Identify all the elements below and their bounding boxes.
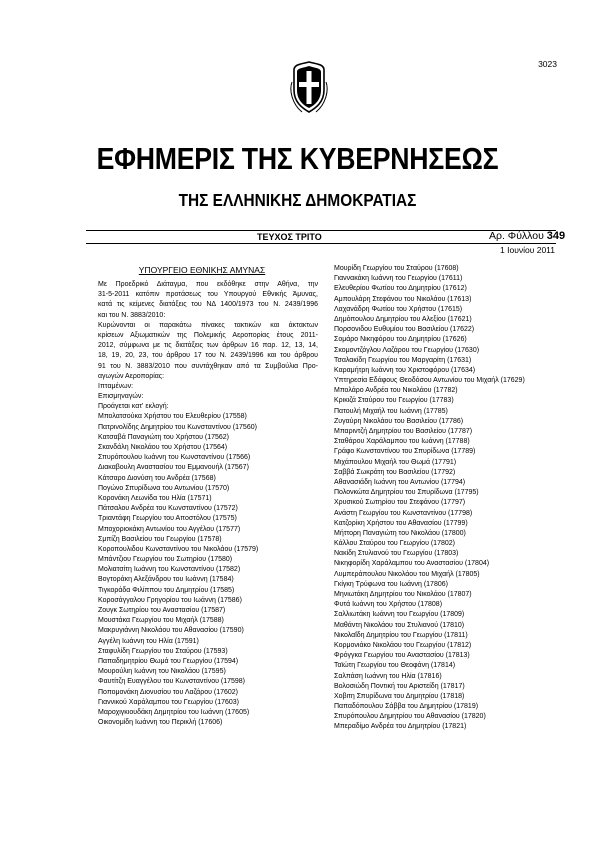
officer-entry: Κάτσαρο Διονύση του Ανδρέα (17568) — [98, 474, 216, 482]
officer-entry: Μπολάρο Ανδρέα του Νικολάου (17782) — [334, 387, 458, 395]
issue-date: 1 Ιουνίου 2011 — [500, 245, 555, 255]
officer-entry: Μπάντζιου Γεωργίου του Σωτηρίου (17580) — [98, 556, 233, 564]
page-number: 3023 — [538, 59, 557, 69]
paragraph-line: κατά τις κείμενες διατάξεις του ΝΔ 1400/1973 του Ν. 2439/1996 — [98, 301, 318, 309]
officer-entry: Κορμονιάκο Νικολάου του Γεωργίου (17812) — [334, 641, 472, 649]
paragraph-line: κρίσεων Αξιωματικών της Πολεμικής Αεροπορίας έτους 2011- — [98, 331, 318, 339]
officer-entry: Μακρυγιάννη Νικολάου του Αθανασίου (17590) — [98, 627, 244, 635]
digital-signature-stamp — [424, 33, 482, 74]
officer-entry: Τιγκοράδα Φιλίππου του Δημητρίου (17585) — [98, 586, 235, 594]
paragraph-line: 18, 19, 20, 23, του άρθρου 17 του Ν. 2439/1996 και του άρθρου — [98, 352, 318, 360]
gazette-subtitle: ΤΗΣ ΕΛΛΗΝΙΚΗΣ ΔΗΜΟΚΡΑΤΙΑΣ — [178, 190, 417, 210]
officer-entry: Πατουλή Μιχαήλ του Ιωάννη (17785) — [334, 407, 448, 415]
officer-entry: Ταϊώτη Γεωργίου του Θεοφάνη (17814) — [334, 662, 456, 670]
officer-entry: Σμπίζη Βασιλείου του Γεωργίου (17578) — [98, 535, 222, 543]
officer-entry: Δημόπουλου Δημητρίου του Αλεξίου (17621) — [334, 315, 472, 323]
sheet-number-label — [489, 230, 565, 242]
officer-entry: Σομάρο Νικηφόρου του Δημητρίου (17626) — [334, 336, 467, 344]
paragraph-line: 91 του Ν. 3883/2010 που συντάχθηκαν από τα Συμβούλια Προ- — [98, 362, 318, 370]
officer-entry: Βογτοράκη Αλεξάνδρου του Ιωάννη (17584) — [98, 576, 234, 584]
header-rule-top — [86, 230, 556, 231]
officer-entry: Κορονάκη Λεωνίδα του Ηλία (17571) — [98, 494, 212, 502]
right-column — [334, 264, 556, 733]
officer-entry: Ελευθερίου Φωτίου του Δημητρίου (17612) — [334, 285, 467, 293]
officer-entry: Μπολατσούκα Χρήστου του Ελευθερίου (17558) — [98, 413, 247, 421]
officer-entry: Χρυσικού Σωτηρίου του Στεφάνου (17797) — [334, 499, 466, 507]
officer-entry: Γράφο Κωνσταντίνου του Σπυρίδωνα (17789) — [334, 448, 476, 456]
officer-entry: Κοροπουλιδου Κωνσταντίνου του Νικολάου (17579) — [98, 545, 259, 553]
sheet-label: Αρ. Φύλλου — [489, 230, 544, 242]
officer-entry: Πορσονιδου Ευθυμίου του Βασιλείου (17622) — [334, 326, 475, 334]
left-column — [86, 264, 318, 728]
officer-entry: Ζυγαύρη Νικολάου του Βασιλείου (17786) — [334, 417, 464, 425]
officer-entry: Κατζορίκη Χρήστου του Αθανασίου (17799) — [334, 519, 468, 527]
coat-of-arms-emblem — [290, 60, 328, 116]
paragraph-line: αγωγών Αεροπορίας: — [98, 372, 165, 380]
officer-entry: Ανάστη Γεωργίου του Κωνσταντίνου (17798) — [334, 509, 473, 517]
paragraph-line: 2012, σύμφωνα με τις διατάξεις των άρθρων 16 παρ. 12, 13, 14, — [98, 342, 318, 350]
officer-entry: Μπαριντζή Δημητρίου του Βασιλείου (17787) — [334, 428, 473, 435]
officer-entry: Μπεραδίμο Ανδρέα του Δημητρίου (17821) — [334, 723, 467, 731]
category-label: Ιπταμένων: — [98, 382, 134, 390]
officer-entry: Φρόγγκα Γεωργίου του Αναστασίου (17813) — [334, 652, 470, 660]
officer-entry: Παπαδόπουλου Σάββα του Δημητρίου (17819) — [334, 703, 479, 711]
officer-entry: Αγγέλη Ιωάννη του Ηλία (17591) — [98, 637, 199, 645]
officer-entry: Κάλλου Σταύρου του Γεωργίου (17802) — [334, 540, 455, 548]
paragraph-line: και του Ν. 3883/2010: — [98, 311, 166, 319]
officer-entry: Σταθάρου Χαράλαμπου του Ιωάννη (17788) — [334, 438, 470, 446]
officer-entry: Τριαντάφη Γεωργίου του Αποστόλου (17575) — [98, 515, 237, 523]
officer-entry: Καραμήτρη Ιωάννη του Χριστοφόρου (17634) — [334, 366, 476, 374]
officer-entry: Σκομοντζόγλου Λαζάρου του Γεωργίου (17630) — [334, 346, 480, 354]
gazette-title: ΕΦΗΜΕΡΙΣ ΤΗΣ ΚΥΒΕΡΝΗΣΕΩΣ — [96, 141, 499, 176]
officer-entry: Γιαννικού Χαράλαμπου του Γεωργίου (17603) — [98, 698, 240, 706]
officer-entry: Κρικιζά Σταύρου του Γεωργίου (17783) — [334, 397, 454, 405]
officer-entry: Αμπουλάρη Στεφάνου του Νικολάου (17613) — [334, 295, 472, 303]
officer-entry: Σκανδάλη Νικολάου του Χρήστου (17564) — [98, 444, 228, 451]
officer-entry: Χοβιτη Σπυρίδωνα του Δημητρίου (17818) — [334, 692, 465, 700]
ministry-heading: ΥΠΟΥΡΓΕΙΟ ΕΘΝΙΚΗΣ ΑΜΥΝΑΣ — [138, 265, 266, 275]
officer-entry: Γιαννακάκη Ιωάννη του Γεωργίου (17611) — [334, 275, 463, 283]
officer-entry: Λυμπεράπουλου Νικολάου του Μιχαήλ (17805) — [334, 570, 480, 578]
decree-paragraph-1 — [86, 280, 318, 321]
officer-entry: Μηνιωτάκη Δημητρίου του Νικολάου (17807) — [334, 591, 472, 598]
issue-label: ΤΕΥΧΟΣ ΤΡΙΤΟ — [257, 232, 322, 242]
officer-entry: Μουστάκα Γεωργίου του Μιχαήλ (17588) — [98, 617, 224, 625]
officer-entry: Διακαβουλη Αναστασίου του Εμμανουήλ (17567) — [98, 464, 249, 472]
officer-entry: Μαθάντη Νικολάου του Στυλιανού (17810) — [334, 621, 465, 629]
officer-entry: Αθανασιάδη Ιωάννη του Αντωνίου (17794) — [334, 478, 466, 486]
officer-entry: Τσαλακίδη Γεωργίου του Μαργαρίτη (17631) — [334, 356, 472, 364]
officer-entry: Κοροσάγγαλου Γρηγορίου του Ιωάννη (17586) — [98, 596, 242, 604]
officer-entry: Μήττορη Παναγιώτη του Νικολάου (17800) — [334, 529, 466, 537]
left-names-list — [86, 412, 318, 728]
officer-entry: Σαλπάση Ιωάννη του Ηλία (17816) — [334, 672, 442, 680]
category-label: Επισμηναγών: — [98, 393, 144, 401]
stamp-line — [424, 70, 482, 74]
officer-entry: Σπυρόπουλου Ιωάννη του Κωνσταντίνου (17566) — [98, 454, 251, 462]
officer-entry: Μουρίδη Γεωργίου του Σταύρου (17608) — [334, 265, 459, 272]
officer-entry: Σταφυλίδη Γεωργίου του Σταύρου (17593) — [98, 647, 228, 655]
category-label: Προάγεται κατ' εκλογή: — [98, 403, 169, 411]
officer-entry: Σαλλιωτάκη Ιωάννη του Γεωργίου (17809) — [334, 611, 465, 619]
paragraph-line: 31-5-2011 κατόπιν προτάσεως του Υπουργού Εθνικής Άμυνας, — [98, 291, 318, 299]
right-names-list — [334, 264, 556, 733]
officer-entry: Βολοσιώδη Ποντική του Αριστείδη (17817) — [334, 682, 465, 690]
officer-entry: Πολονκώτα Δημητρίου του Σπυρίδωνα (17795) — [334, 489, 479, 497]
officer-entry: Μιχάπουλου Μιχαήλ του Θωμά (17791) — [334, 458, 457, 466]
officer-entry: Πάτσαλου Ανδρέα του Κωνσταντίνου (17572) — [98, 505, 238, 513]
decree-paragraph-2 — [86, 321, 318, 382]
officer-entry: Νικολαΐδη Δημητρίου του Γεωργίου (17811) — [334, 631, 468, 639]
sheet-number: 349 — [546, 230, 566, 242]
officer-entry: Ζουγκ Σωτηρίου του Αναστασίου (17587) — [98, 607, 226, 614]
officer-entry: Γκίγκη Τρύφωνα του Ιωάννη (17806) — [334, 580, 448, 588]
officer-entry: Παπαδημητρίου Θωμά του Γεωργίου (17594) — [98, 657, 239, 665]
officer-entry: Μαροχιγκιουδάκη Δημητρίου του Ιωάννη (17605) — [98, 708, 250, 716]
officer-entry: Πατρινολίδης Δημητρίου του Κωνσταντίνου (17560) — [98, 423, 257, 431]
officer-entry: Ποπομονάκη Διονυσίου του Λαζάρου (17602) — [98, 688, 238, 696]
officer-entry: Πογώνο Σπυρίδωνα του Αντωνίου (17570) — [98, 484, 230, 492]
officer-entry: Κατσαβά Παναγιώτη του Χρήστου (17562) — [98, 433, 230, 441]
paragraph-line: Με Προεδρικό Διάταγμα, που εκδόθηκε στην Αθήνα, την — [98, 281, 318, 288]
officer-entry: Νικηφορίδη Χαράλαμπου του Αναστασίου (17804) — [334, 560, 490, 568]
category-labels — [86, 382, 318, 413]
officer-entry: Υπτηρεσία Εδάφους Θεοδόσου Αντωνίου του Μιχαήλ (17629) — [334, 377, 525, 385]
officer-entry: Σπυρόπουλου Δημητρίου του Αθανασίου (17820) — [334, 713, 486, 721]
officer-entry: Σαββά Σωκράτη του Βασιλείου (17792) — [334, 468, 456, 476]
officer-entry: Νακίδη Στυλιανού του Γεωργίου (17803) — [334, 550, 459, 558]
officer-entry: Μολιατσίτη Ιωάννη του Κωνσταντίνου (17582) — [98, 566, 241, 574]
officer-entry: Φυτά Ιωάννη του Χρήστου (17808) — [334, 601, 443, 609]
officer-entry: Φαυτίτζη Ευαγγέλου του Κωνσταντίνου (17598) — [98, 678, 245, 686]
officer-entry: Οικονομίδη Ιωάννη του Περικλή (17606) — [98, 719, 223, 727]
officer-entry: Μουρούλιη Ιωάννη του Νικολάου (17595) — [98, 668, 226, 676]
paragraph-line: Κυρώνονται οι παρακάτω πίνακες τακτικών και άκτακτων — [98, 321, 318, 329]
officer-entry: Λαχανάδρη Φωτίου του Χρήστου (17615) — [334, 305, 463, 313]
header-rule-bottom — [86, 243, 556, 244]
officer-entry: Μποχοριοκάκη Αντωνίου του Αγγέλου (17577) — [98, 525, 241, 533]
